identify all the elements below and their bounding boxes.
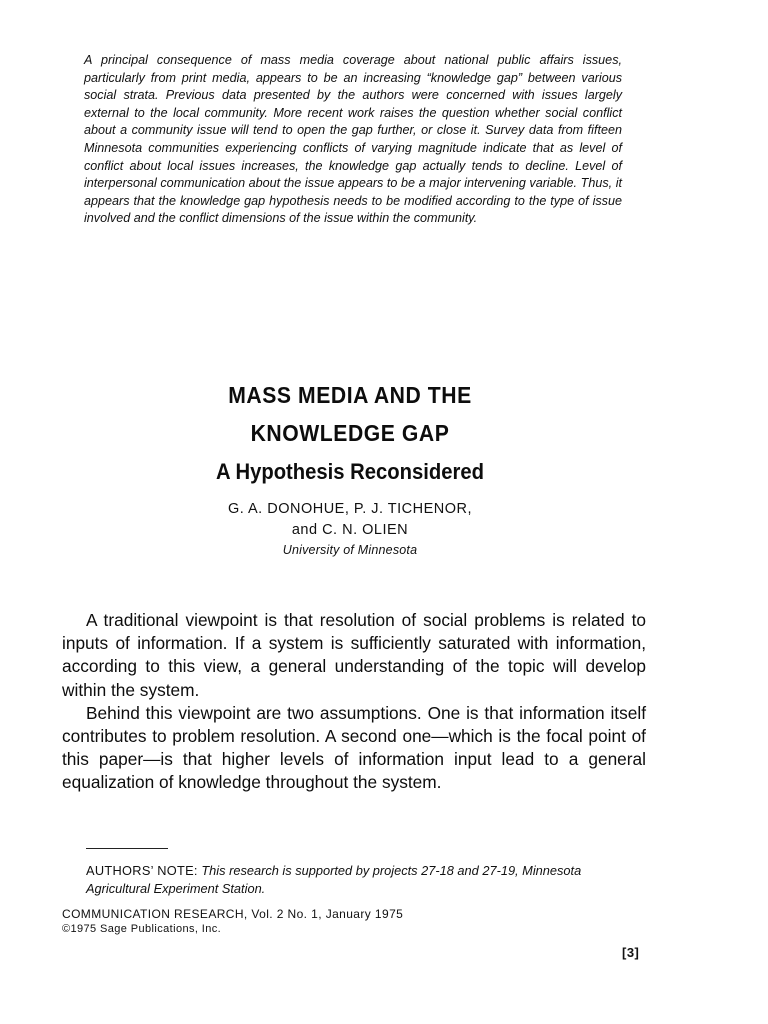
footnote-rule [86, 848, 168, 849]
body-paragraph-2: Behind this viewpoint are two assumptions. One is that information itself contributes to problem resolution. A second one—which is the focal point of this paper—is that higher levels of information input lead to a general equalization of knowledge throughout the system. [62, 702, 646, 793]
body-text [62, 609, 646, 795]
author-names-line-1: G. A. DONOHUE, P. J. TICHENOR, [227, 501, 473, 517]
copyright-notice: ©1975 Sage Publications, Inc. [62, 923, 222, 935]
journal-citation: COMMUNICATION RESEARCH, Vol. 2 No. 1, January 1975 [62, 907, 404, 921]
article-subtitle: A Hypothesis Reconsidered [215, 459, 485, 484]
authors-note-text: This research is supported by projects 27-18 and 27-19, Minnesota Agricultural Experiment Station. [86, 863, 582, 896]
authors-note-label: AUTHORS’ NOTE: [86, 863, 198, 878]
author-affiliation: University of Minnesota [282, 543, 418, 557]
body-paragraph-1: A traditional viewpoint is that resolution of social problems is related to inputs of information. If a system is sufficiently saturated with information, according to this view, a general understanding of the topic will develop within the system. [62, 610, 646, 700]
article-title [0, 376, 700, 492]
authors-note [86, 862, 626, 898]
author-block [0, 499, 700, 559]
page-number: [3] [622, 945, 640, 960]
title-line-2: KNOWLEDGE GAP [250, 420, 450, 446]
title-line-1: MASS MEDIA AND THE [228, 382, 472, 408]
abstract: A principal consequence of mass media coverage about national public affairs issues, particularly from print media, appears to be an increasing “knowledge gap” between various social strata. Previous data presented by the authors were concerned with issues largely external to the local community. More recent work raises the question whether social conflict about a community issue will tend to open the gap further, or close it. Survey data from fifteen Minnesota communities experiencing conflicts of varying magnitude indicate that as level of conflict about local issues increases, the knowledge gap actually tends to decline. Level of interpersonal communication about the issue appears to be a major intervening variable. Thus, it appears that the knowledge gap hypothesis needs to be modified according to the type of issue involved and the conflict dimensions of the issue within the community. [84, 53, 622, 226]
author-names-line-2: and C. N. OLIEN [291, 522, 409, 538]
publication-info [62, 907, 582, 937]
